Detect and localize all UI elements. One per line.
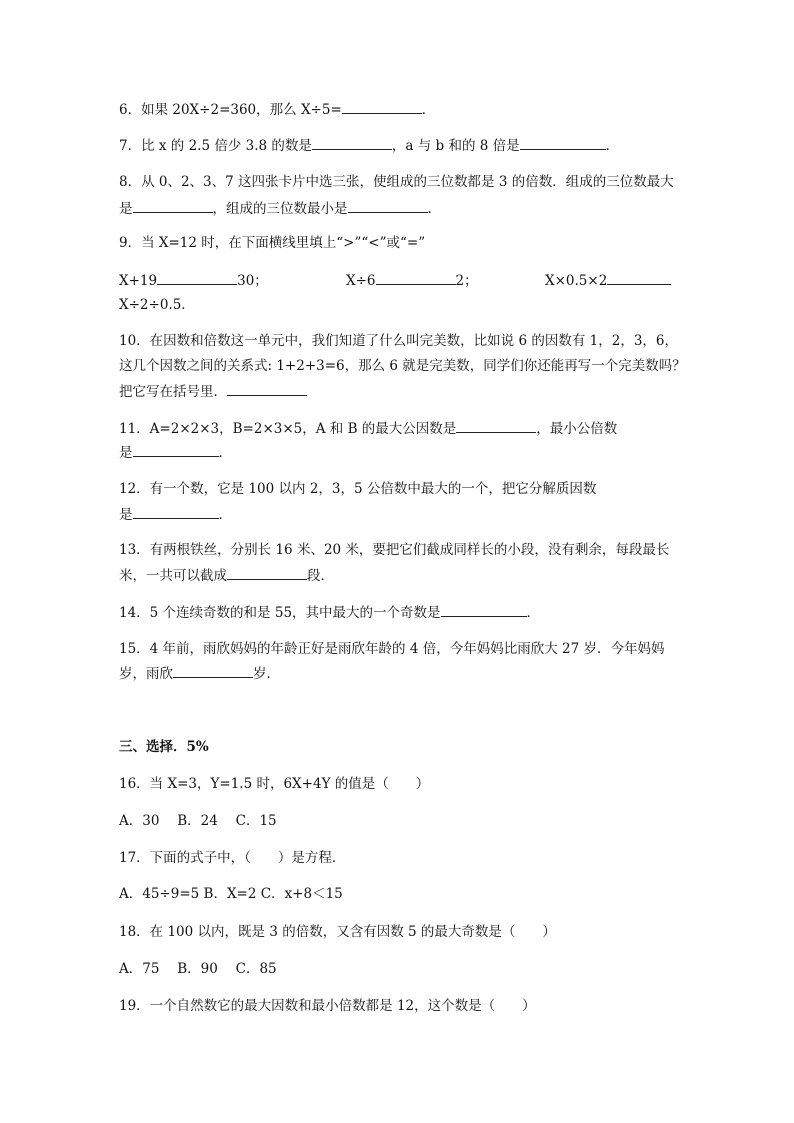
- question-10-line-3: [119, 382, 307, 401]
- question-11-text-3: 是: [119, 445, 133, 461]
- question-10-line-2: 这几个因数之间的关系式: 1+2+3=6，那么 6 就是完美数，同学们你还能再写一个完美数吗？: [119, 358, 686, 374]
- question-10-text: 把它写在括号里．: [119, 384, 227, 400]
- question-6: [119, 100, 435, 119]
- question-15-end: 岁．: [253, 666, 280, 682]
- question-16-options[interactable]: A．30 B．24 C．15: [119, 813, 277, 829]
- answer-blank[interactable]: [456, 419, 536, 433]
- question-18: 18．在 100 以内，既是 3 的倍数，又含有因数 5 的最大奇数是（ ）: [119, 924, 556, 940]
- compare-expression: X+19: [119, 273, 158, 289]
- answer-blank[interactable]: [312, 136, 392, 150]
- question-11-line-2: [119, 443, 232, 462]
- answer-blank[interactable]: [348, 199, 428, 213]
- question-12-text: 是: [119, 507, 133, 523]
- answer-blank[interactable]: [133, 443, 219, 457]
- question-10-line-1: 10．在因数和倍数这一单元中，我们知道了什么叫完美数，比如说 6 的因数有 1，2，3，6，: [119, 333, 678, 349]
- answer-blank[interactable]: [133, 505, 219, 519]
- question-8-text: 是: [119, 201, 133, 217]
- answer-blank[interactable]: [227, 382, 307, 396]
- question-13-line-1: 13．有两根铁丝，分别长 16 米、20 米，要把它们截成同样长的小段，没有剩余，每段最长: [119, 542, 670, 558]
- question-13-text: 米，一共可以截成: [119, 568, 227, 584]
- question-8-line-1: 8．从 0、2、3、7 这四张卡片中选三张，使组成的三位数都是 3 的倍数．组成的三位数最大: [119, 174, 674, 190]
- question-6-text: 6．如果 20X÷2=360，那么 X÷5=: [119, 102, 342, 118]
- question-7: [119, 136, 619, 155]
- question-11-line-1: [119, 419, 617, 438]
- compare-value: 30；: [237, 273, 268, 289]
- question-8-line-2: [119, 199, 441, 218]
- compare-expression: X×0.5×2: [545, 273, 608, 289]
- question-7-text-2: ，a 与 b 和的 8 倍是: [391, 138, 520, 154]
- question-8-end: ．: [427, 201, 441, 217]
- question-11-end: ．: [218, 445, 232, 461]
- question-13-end: 段．: [307, 568, 334, 584]
- answer-blank[interactable]: [376, 271, 456, 285]
- question-7-end: ．: [605, 138, 620, 154]
- answer-blank[interactable]: [133, 199, 213, 213]
- question-9-line-1: 9．当 X=12 时，在下面横线里填上“>”“<”或“=”: [119, 235, 426, 251]
- answer-blank[interactable]: [157, 271, 237, 285]
- question-14-end: ．: [526, 605, 541, 621]
- question-8-text-2: ，组成的三位数最小是: [212, 201, 348, 217]
- section-heading: 三、选择．5%: [119, 739, 209, 755]
- question-17-options[interactable]: A．45÷9=5 B．X=2 C．x+8＜15: [119, 886, 343, 902]
- question-9-compare-2: [346, 271, 478, 290]
- question-9-compare-1: [119, 271, 268, 290]
- answer-blank[interactable]: [607, 271, 671, 285]
- question-12-line-1: 12．有一个数，它是 100 以内 2，3，5 公倍数中最大的一个，把它分解质因数: [119, 481, 597, 497]
- question-16: 16．当 X=3，Y=1.5 时，6X+4Y 的值是（ ）: [119, 776, 430, 792]
- compare-expression: X÷6: [346, 273, 376, 289]
- answer-blank[interactable]: [173, 664, 253, 678]
- answer-blank[interactable]: [227, 566, 307, 580]
- question-14-text: 14．5 个连续奇数的和是 55，其中最大的一个奇数是: [119, 605, 441, 621]
- answer-blank[interactable]: [520, 136, 606, 150]
- question-15-line-1: 15．4 年前，雨欣妈妈的年龄正好是雨欣年龄的 4 倍，今年妈妈比雨欣大 27 岁．今年妈妈: [119, 641, 665, 657]
- question-18-options[interactable]: A．75 B．90 C．85: [119, 961, 277, 977]
- question-13-line-2: [119, 566, 334, 585]
- question-7-text: 7．比 x 的 2.5 倍少 3.8 的数是: [119, 138, 312, 154]
- question-12-end: ．: [218, 507, 232, 523]
- question-17: 17．下面的式子中，（ ）是方程．: [119, 850, 346, 866]
- question-19: 19．一个自然数它的最大因数和最小倍数都是 12，这个数是（ ）: [119, 998, 536, 1014]
- question-15-text: 岁，雨欣: [119, 666, 173, 682]
- compare-value: 2；: [455, 273, 478, 289]
- question-11-text: 11．A=2×2×3，B=2×3×5，A 和 B 的最大公因数是: [119, 421, 457, 437]
- question-11-text-2: ，最小公倍数: [536, 421, 618, 437]
- question-12-line-2: [119, 505, 232, 524]
- answer-blank[interactable]: [441, 603, 527, 617]
- question-9-compare-3: [545, 271, 671, 290]
- question-15-line-2: [119, 664, 280, 683]
- question-14: [119, 603, 540, 622]
- answer-blank[interactable]: [342, 100, 422, 114]
- question-9-line-3: X÷2÷0.5．: [119, 297, 195, 313]
- question-6-end: ．: [421, 102, 436, 118]
